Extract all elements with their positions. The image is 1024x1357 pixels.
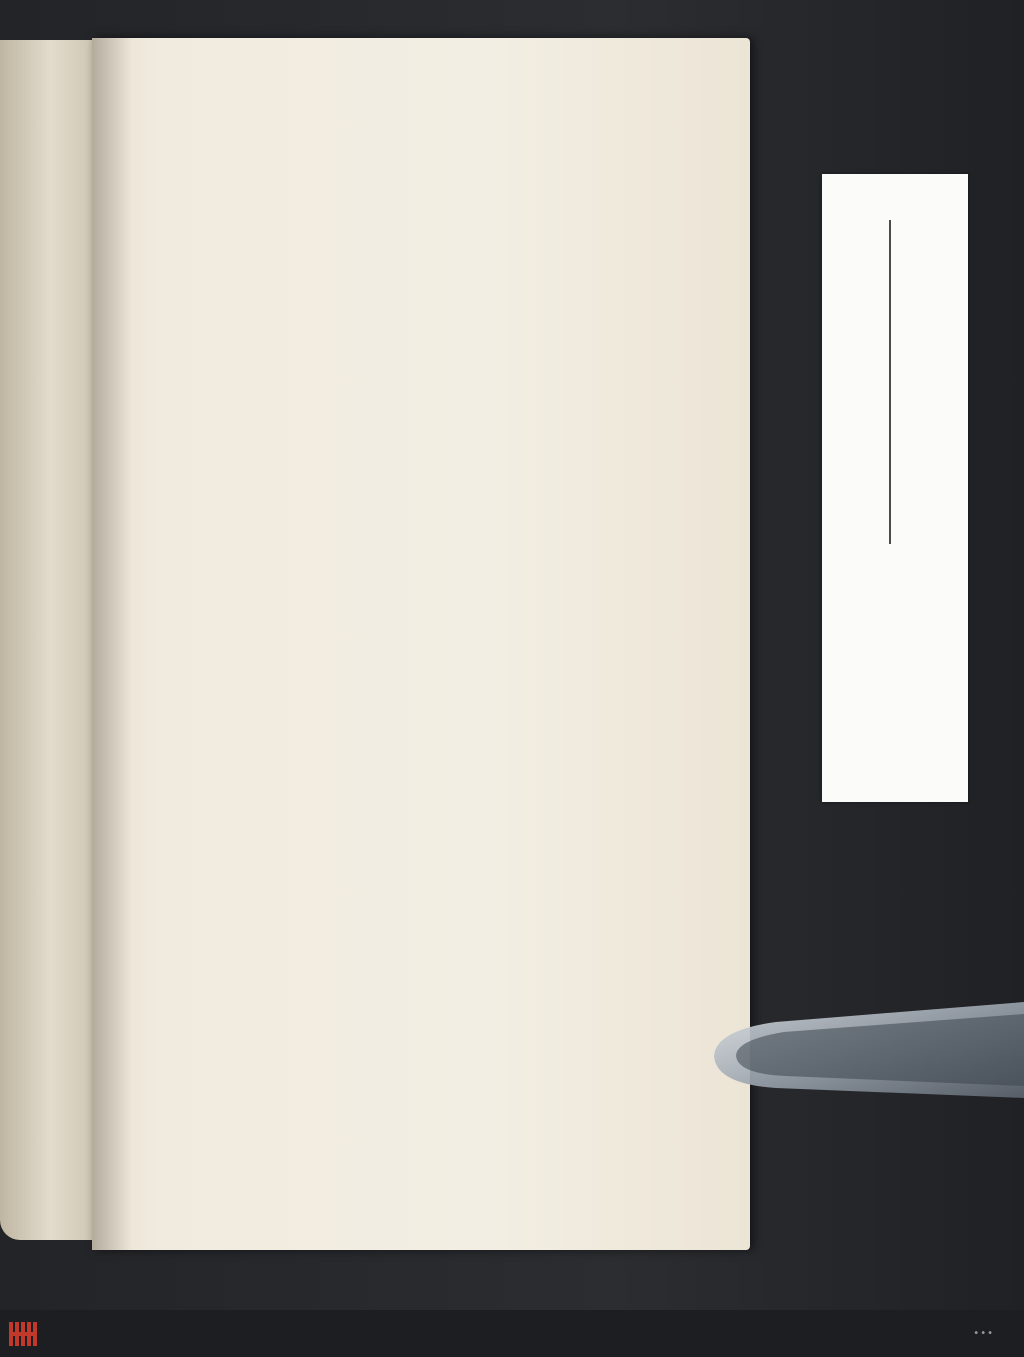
footer-bar	[0, 1310, 1024, 1357]
page-gutter-shadow	[92, 38, 132, 1250]
gray-scale-label-wrap	[866, 540, 906, 660]
decorated-initial	[128, 441, 216, 536]
hab-logo-icon	[8, 1320, 38, 1348]
previous-page-edge	[0, 40, 92, 1240]
scale-card	[822, 174, 968, 802]
footer-dots: •••	[973, 1328, 994, 1339]
institution-label-wrap	[928, 222, 968, 782]
book-page	[92, 38, 750, 1250]
page-clip	[706, 1000, 1024, 1100]
running-head	[200, 138, 760, 198]
